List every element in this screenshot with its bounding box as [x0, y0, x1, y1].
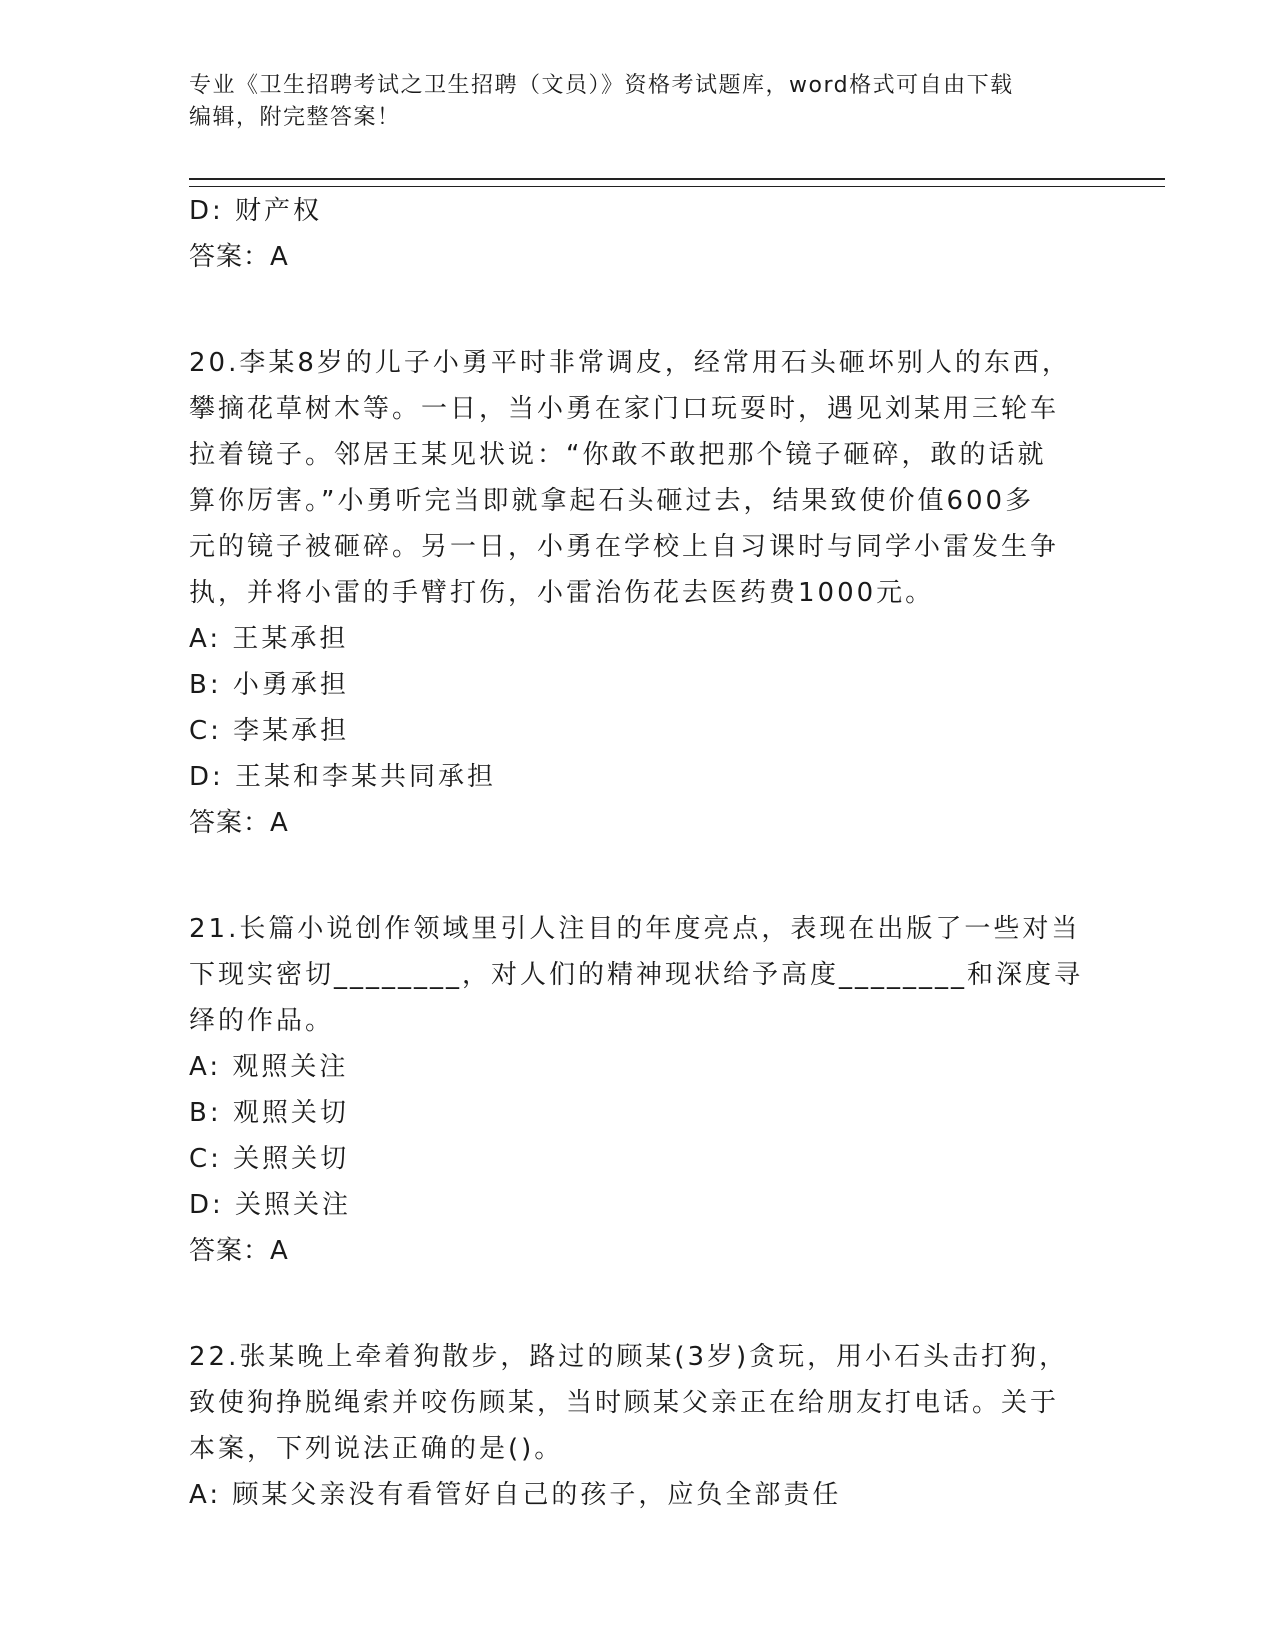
option-a: A: 王某承担 — [189, 624, 349, 654]
option-d: D: 关照关注 — [189, 1190, 352, 1220]
question-text-line: 20.李某8岁的儿子小勇平时非常调皮，经常用石头砸坏别人的东西， — [189, 348, 1071, 378]
question-text-line: 本案，下列说法正确的是()。 — [189, 1434, 564, 1464]
option-a: A: 观照关注 — [189, 1052, 349, 1082]
question-text-line: 攀摘花草树木等。一日，当小勇在家门口玩耍时，遇见刘某用三轮车 — [189, 394, 1060, 424]
header-line-1: 专业《卫生招聘考试之卫生招聘（文员）》资格考试题库，word格式可自由下载 — [189, 73, 1014, 98]
question-21 — [189, 906, 1089, 1274]
header-line-2: 编辑，附完整答案！ — [189, 105, 401, 130]
question-text-line: 致使狗挣脱绳索并咬伤顾某，当时顾某父亲正在给朋友打电话。关于 — [189, 1388, 1060, 1418]
question-text-line: 21.长篇小说创作领域里引人注目的年度亮点，表现在出版了一些对当 — [189, 914, 1081, 944]
answer: 答案：A — [189, 242, 289, 272]
option-c: C: 关照关切 — [189, 1144, 350, 1174]
option-d: D: 王某和李某共同承担 — [189, 762, 497, 792]
option-b: B: 小勇承担 — [189, 670, 349, 700]
question-text-line: 下现实密切________，对人们的精神现状给予高度________和深度寻 — [189, 960, 1084, 990]
question-text-line: 执，并将小雷的手臂打伤，小雷治伤花去医药费1000元。 — [189, 578, 935, 608]
question-20 — [189, 340, 1089, 846]
document-body — [189, 188, 1089, 1518]
question-text-line: 22.张某晚上牵着狗散步，路过的顾某(3岁)贪玩，用小石头击打狗， — [189, 1342, 1069, 1372]
question-22 — [189, 1334, 1089, 1518]
document-header — [189, 70, 1089, 134]
option-b: B: 观照关切 — [189, 1098, 349, 1128]
answer: 答案：A — [189, 1236, 289, 1266]
question-text-line: 拉着镜子。邻居王某见状说：“你敢不敢把那个镜子砸碎，敢的话就 — [189, 440, 1047, 470]
question-text-line: 算你厉害。”小勇听完当即就拿起石头砸过去，结果致使价值600多 — [189, 486, 1035, 516]
option-d: D: 财产权 — [189, 196, 323, 226]
answer: 答案：A — [189, 808, 289, 838]
prev-question — [189, 188, 1089, 280]
option-a: A: 顾某父亲没有看管好自己的孩子，应负全部责任 — [189, 1480, 842, 1510]
option-c: C: 李某承担 — [189, 716, 350, 746]
question-text-line: 元的镜子被砸碎。另一日，小勇在学校上自习课时与同学小雷发生争 — [189, 532, 1060, 562]
header-divider — [189, 178, 1165, 187]
question-text-line: 绎的作品。 — [189, 1006, 335, 1036]
